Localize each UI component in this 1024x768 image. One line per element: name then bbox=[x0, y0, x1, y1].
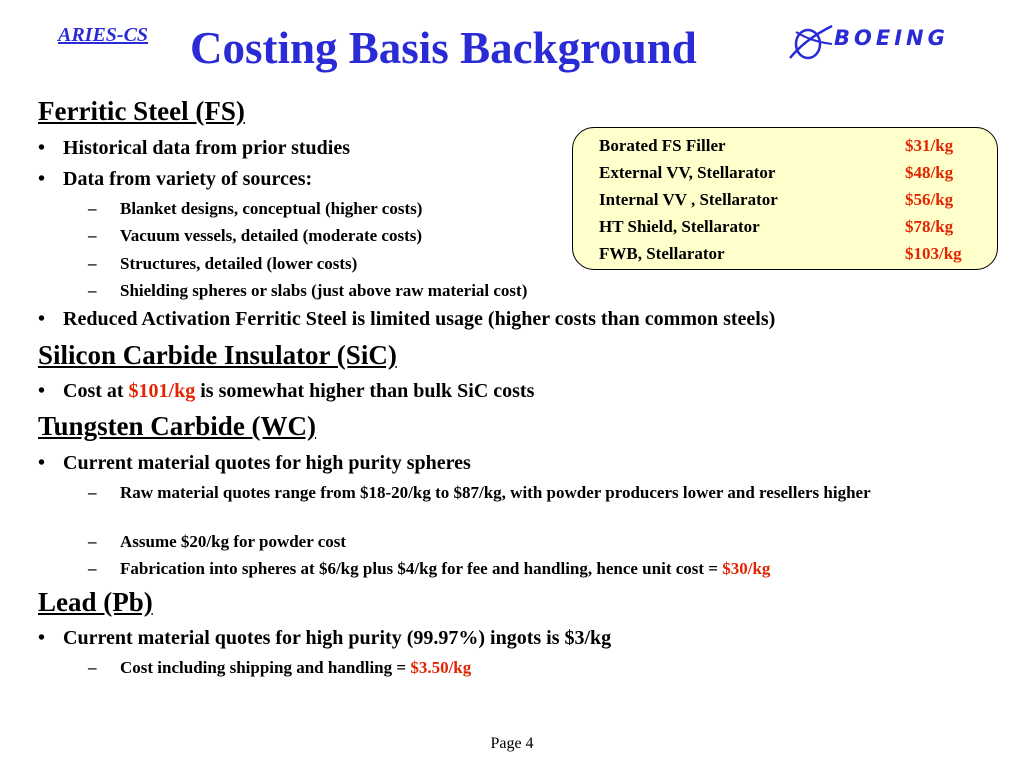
cost-row-price: $48/kg bbox=[905, 163, 954, 182]
cost-row-label: HT Shield, Stellarator bbox=[599, 217, 760, 236]
cost-row-label: FWB, Stellarator bbox=[599, 244, 725, 263]
bullet-item: • Current material quotes for high purity (99.97%) ingots is $3/kg bbox=[38, 627, 612, 649]
brand-label: ARIES-CS bbox=[58, 24, 149, 46]
bullet-item: • Reduced Activation Ferritic Steel is limited usage (higher costs than common steels) bbox=[38, 308, 776, 330]
section-heading-sic: Silicon Carbide Insulator (SiC) bbox=[38, 340, 397, 370]
pb-price: $3.50/kg bbox=[410, 658, 472, 677]
cost-row-price: $56/kg bbox=[905, 190, 954, 209]
bullet-item: • Historical data from prior studies bbox=[38, 137, 351, 159]
cost-row-price: $31/kg bbox=[905, 136, 954, 155]
bullet-item: • Current material quotes for high purity spheres bbox=[38, 452, 471, 474]
section-heading-pb: Lead (Pb) bbox=[38, 587, 153, 617]
wc-price: $30/kg bbox=[722, 559, 771, 578]
boeing-logo-text: BOEING bbox=[834, 26, 949, 50]
sub-bullet-item: – Cost including shipping and handling = $3.50/kg bbox=[88, 658, 472, 677]
sic-price: $101/kg bbox=[128, 380, 196, 402]
cost-row-price: $103/kg bbox=[905, 244, 962, 263]
page-title: Costing Basis Background bbox=[190, 23, 697, 73]
section-heading-wc: Tungsten Carbide (WC) bbox=[38, 411, 317, 441]
page-number: Page 4 bbox=[490, 735, 534, 752]
section-heading-fs: Ferritic Steel (FS) bbox=[38, 96, 245, 126]
sub-bullet-item: – Vacuum vessels, detailed (moderate costs) bbox=[88, 226, 423, 245]
sub-bullet-item: – Assume $20/kg for powder cost bbox=[88, 532, 347, 551]
cost-row-label: Internal VV , Stellarator bbox=[599, 190, 778, 209]
sub-bullet-item: – Shielding spheres or slabs (just above raw material cost) bbox=[88, 281, 528, 300]
sub-bullet-item: – Fabrication into spheres at $6/kg plus $4/kg for fee and handling, hence unit cost = $30/kg bbox=[88, 559, 771, 578]
cost-row-label: Borated FS Filler bbox=[599, 136, 726, 155]
cost-row-label: External VV, Stellarator bbox=[599, 163, 776, 182]
cost-row-price: $78/kg bbox=[905, 217, 954, 236]
bullet-item: • Data from variety of sources: bbox=[38, 168, 313, 190]
bullet-item: • Cost at $101/kg is somewhat higher than bulk SiC costs bbox=[38, 380, 535, 402]
sub-bullet-item: – Raw material quotes range from $18-20/kg to $87/kg, with powder producers lower and resellers higher bbox=[88, 483, 871, 502]
sub-bullet-item: – Structures, detailed (lower costs) bbox=[88, 254, 358, 273]
sub-bullet-item: – Blanket designs, conceptual (higher costs) bbox=[88, 199, 423, 218]
